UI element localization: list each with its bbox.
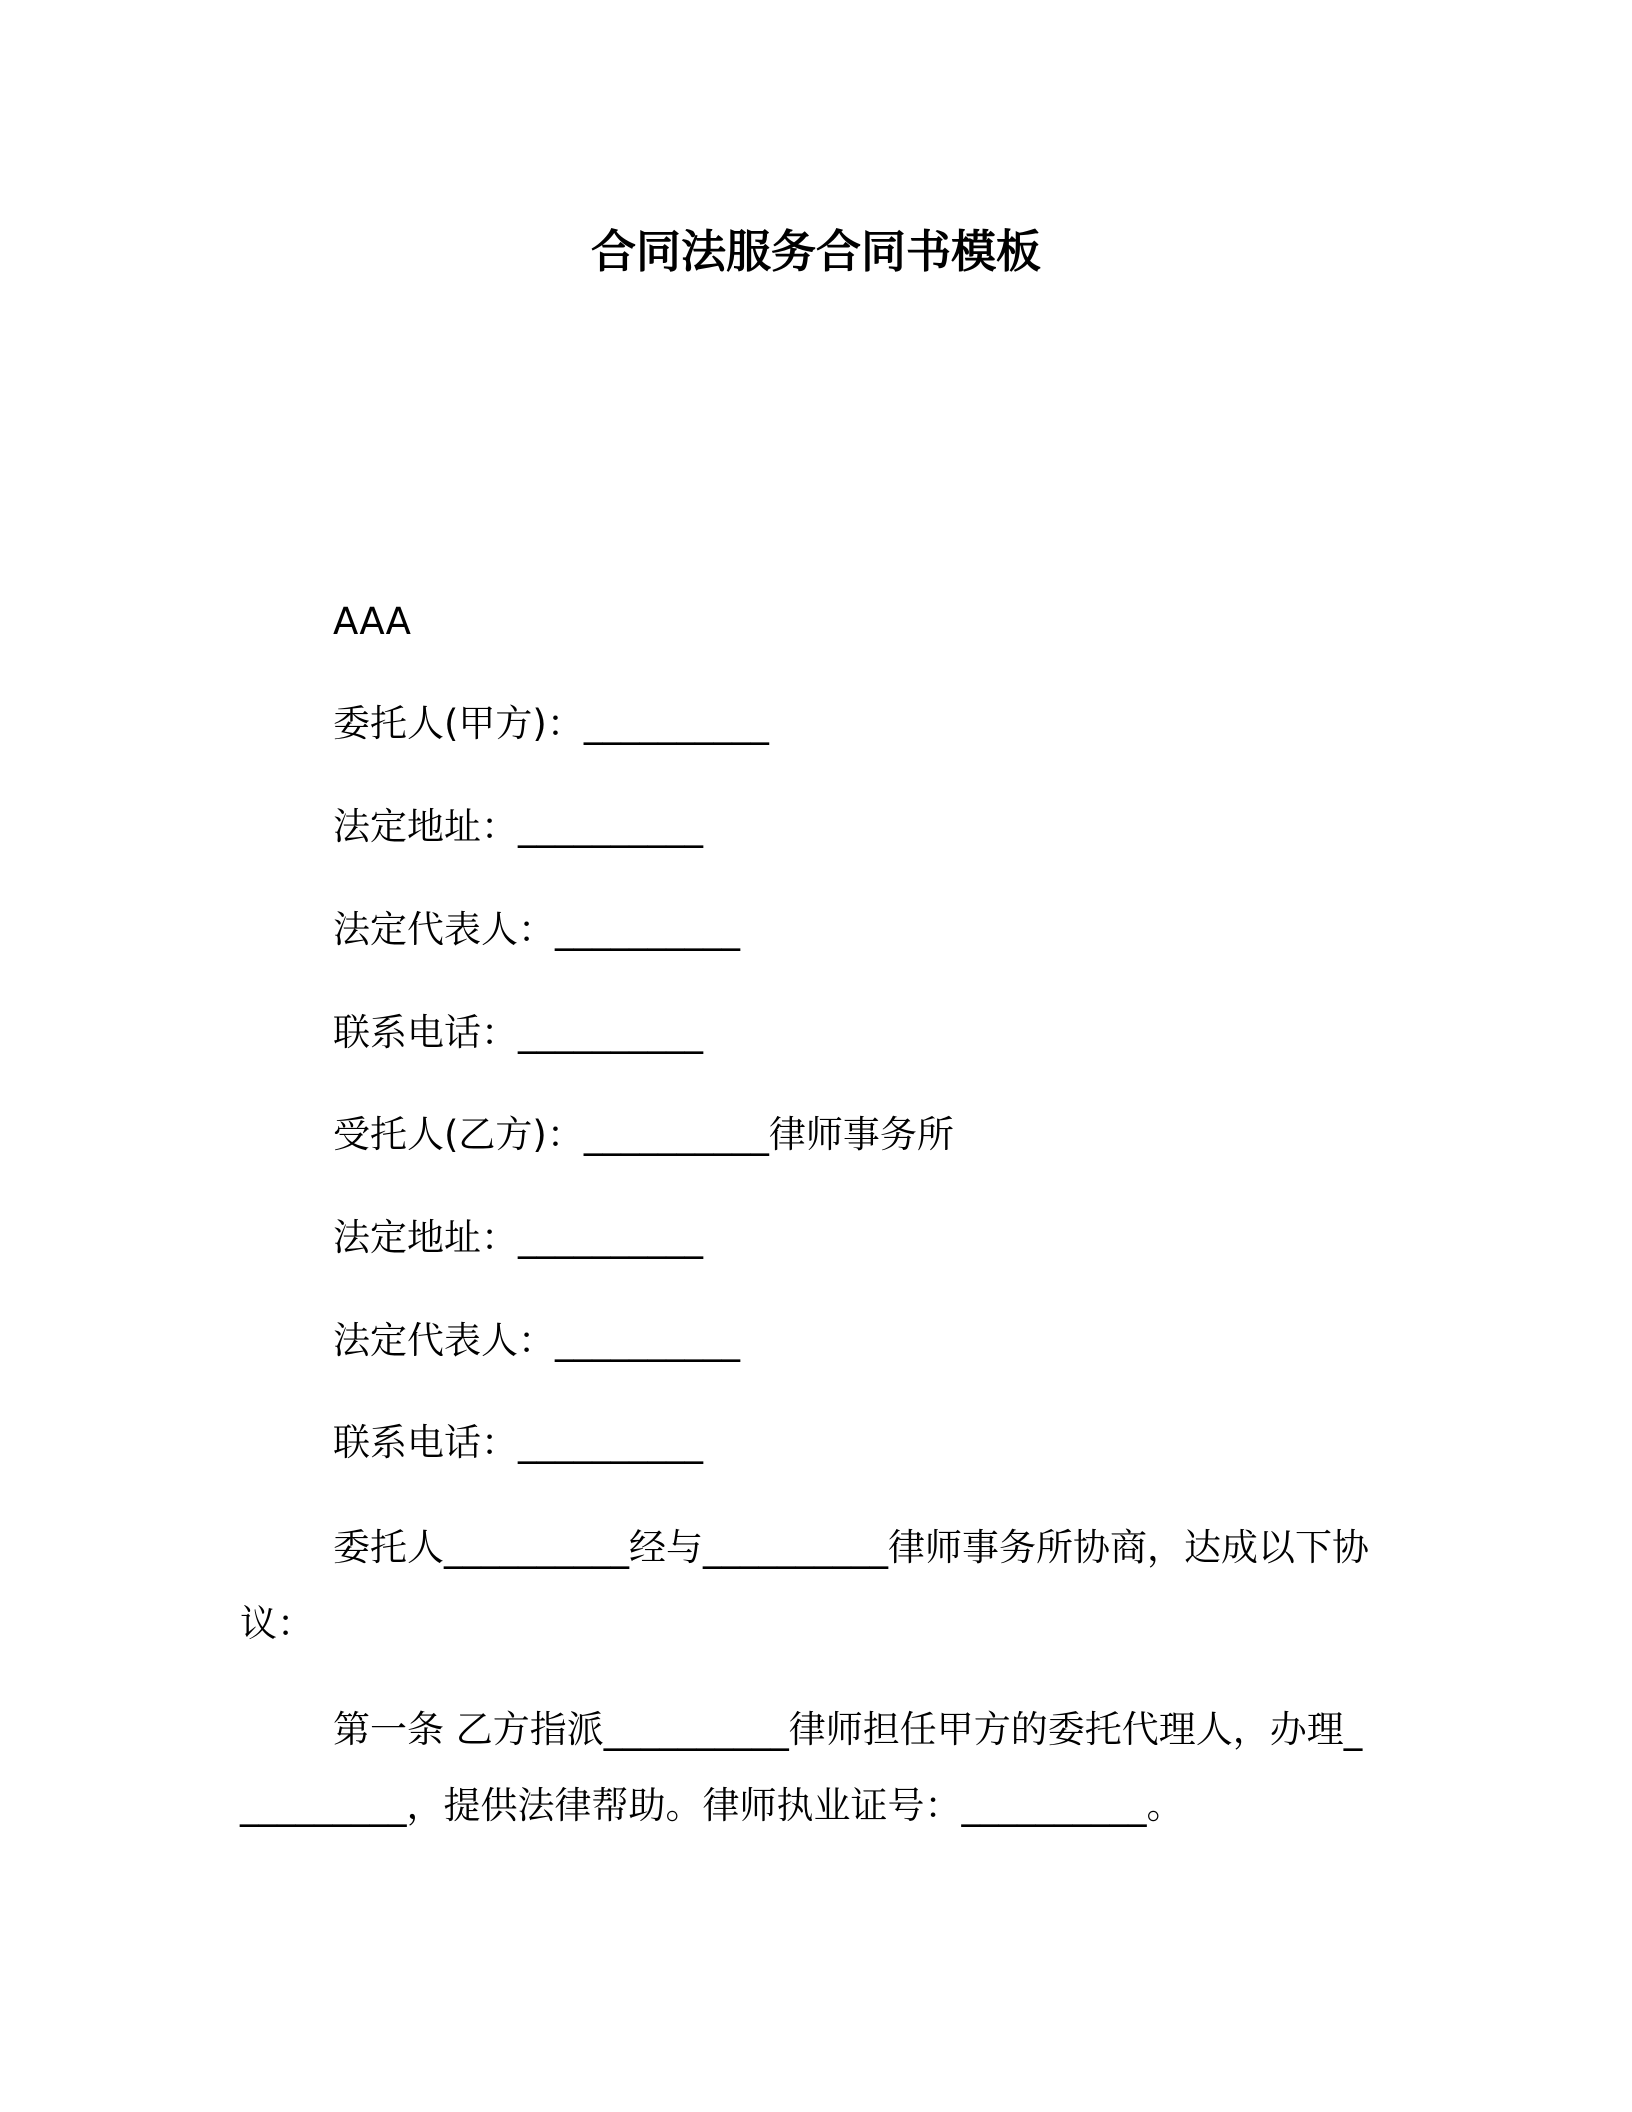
client-phone: 联系电话：__________ [333,1011,703,1054]
trustee-legal-address: 法定地址：__________ [333,1216,703,1259]
article-one-paragraph: 第一条 乙方指派__________律师担任甲方的委托代理人，办理__________，提供法律帮助。律师执业证号：__________。 [240,1708,1363,1827]
party-header: AAA [333,600,411,643]
trustee-legal-representative: 法定代表人：__________ [333,1319,740,1362]
client-legal-address: 法定地址：__________ [333,805,703,848]
trustee-phone: 联系电话：__________ [333,1421,703,1464]
document-title: 合同法服务合同书模板 [590,225,1041,278]
client-party-a: 委托人(甲方)：__________ [333,702,769,745]
client-legal-representative: 法定代表人：__________ [333,908,740,951]
trustee-party-b: 受托人(乙方)：__________律师事务所 [333,1113,954,1156]
agreement-intro-paragraph: 委托人__________经与__________律师事务所协商，达成以下协议： [240,1526,1369,1645]
